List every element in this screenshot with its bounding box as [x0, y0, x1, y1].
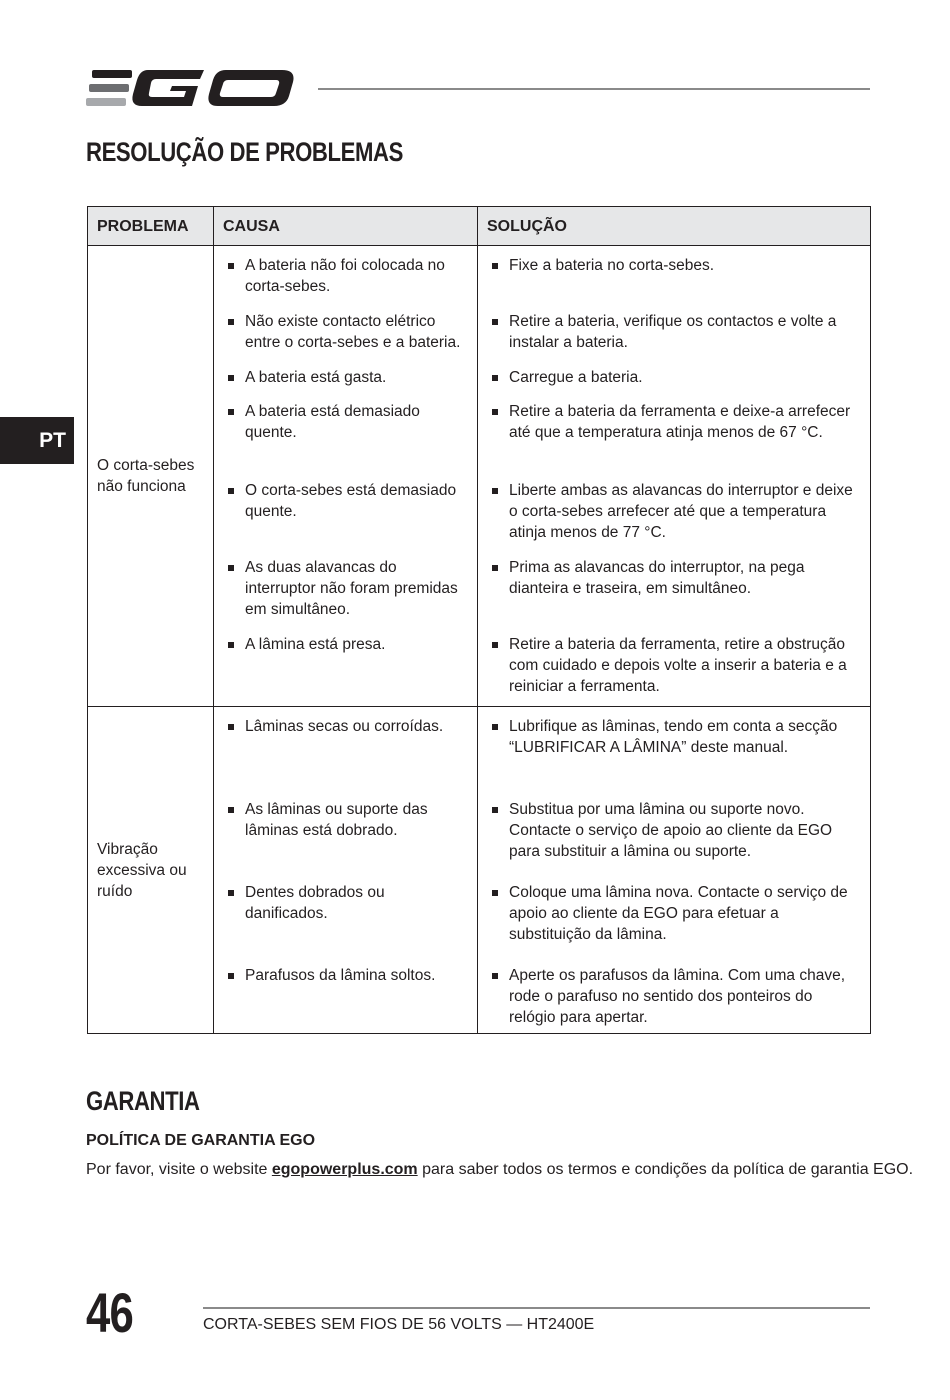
table-row — [88, 246, 871, 707]
cause-item: O corta-sebes está demasiado quente. — [214, 480, 477, 522]
table-row — [88, 707, 871, 1034]
warranty-subtitle: POLÍTICA DE GARANTIA EGO — [86, 1132, 316, 1149]
column-header-problem: PROBLEMA — [88, 207, 214, 246]
language-tab: PT — [0, 417, 74, 464]
problem-cell: O corta-sebes não funciona — [88, 246, 214, 707]
solution-item: Aperte os parafusos da lâmina. Com uma chave, rode o parafuso no sentido dos ponteiros do relógio para apertar. — [478, 965, 870, 1028]
cause-item: Lâminas secas ou corroídas. — [214, 716, 477, 737]
warranty-website-link[interactable]: egopowerplus.com — [271, 1161, 418, 1178]
cause-item: A lâmina está presa. — [214, 634, 477, 655]
troubleshooting-table — [87, 206, 871, 1034]
cause-item: A bateria está demasiado quente. — [214, 401, 477, 443]
column-header-solution: SOLUÇÃO — [478, 207, 871, 246]
column-header-cause: CAUSA — [214, 207, 478, 246]
cause-cell — [214, 246, 478, 707]
solution-item: Retire a bateria da ferramenta, retire a obstrução com cuidado e depois volte a inserir a bateria e a reiniciar a ferramenta. — [478, 634, 870, 697]
page-number: 46 — [86, 1281, 134, 1344]
cause-item: As duas alavancas do interruptor não foram premidas em simultâneo. — [214, 557, 477, 620]
cause-item: Dentes dobrados ou danificados. — [214, 882, 477, 924]
warranty-text — [86, 1161, 913, 1179]
warranty-title: GARANTIA — [86, 1086, 200, 1116]
solution-item: Liberte ambas as alavancas do interruptor e deixe o corta-sebes arrefecer até que a temperatura atinja menos de 77 °C. — [478, 480, 870, 543]
solution-item: Retire a bateria, verifique os contactos e volte a instalar a bateria. — [478, 311, 870, 353]
table-header-row — [88, 207, 871, 246]
ego-logo — [86, 62, 298, 114]
cause-item: Parafusos da lâmina soltos. — [214, 965, 477, 986]
troubleshooting-title: RESOLUÇÃO DE PROBLEMAS — [86, 137, 403, 167]
footer-rule — [203, 1307, 870, 1309]
header-rule — [318, 88, 870, 90]
cause-item: As lâminas ou suporte das lâminas está dobrado. — [214, 799, 477, 841]
problem-cell: Vibração excessiva ou ruído — [88, 707, 214, 1034]
cause-item: A bateria não foi colocada no corta-sebes. — [214, 255, 477, 297]
warranty-text-after: para saber todos os termos e condições da política de garantia EGO. — [417, 1161, 914, 1178]
cause-cell — [214, 707, 478, 1034]
cause-item: A bateria está gasta. — [214, 367, 477, 388]
footer-text: CORTA-SEBES SEM FIOS DE 56 VOLTS — HT2400E — [203, 1316, 595, 1333]
solution-item: Lubrifique as lâminas, tendo em conta a secção “LUBRIFICAR A LÂMINA” deste manual. — [478, 716, 870, 758]
solution-item: Fixe a bateria no corta-sebes. — [478, 255, 870, 276]
warranty-text-before: Por favor, visite o website — [86, 1161, 272, 1178]
cause-item: Não existe contacto elétrico entre o corta-sebes e a bateria. — [214, 311, 477, 353]
solution-item: Prima as alavancas do interruptor, na pega dianteira e traseira, em simultâneo. — [478, 557, 870, 599]
solution-item: Retire a bateria da ferramenta e deixe-a arrefecer até que a temperatura atinja menos de 67 °C. — [478, 401, 870, 443]
solution-cell — [478, 246, 871, 707]
solution-item: Carregue a bateria. — [478, 367, 870, 388]
solution-item: Coloque uma lâmina nova. Contacte o serviço de apoio ao cliente da EGO para efetuar a substituição da lâmina. — [478, 882, 870, 945]
solution-item: Substitua por uma lâmina ou suporte novo. Contacte o serviço de apoio ao cliente da EGO para substituir a lâmina ou suporte. — [478, 799, 870, 862]
solution-cell — [478, 707, 871, 1034]
